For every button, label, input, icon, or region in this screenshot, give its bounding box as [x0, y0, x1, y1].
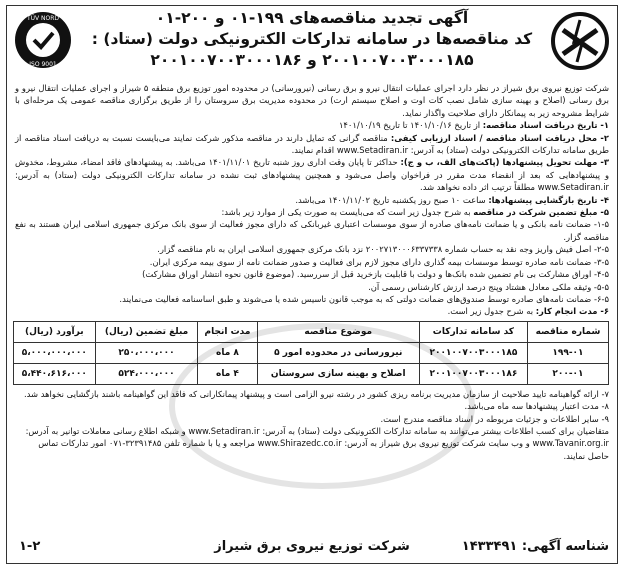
condition-item	[15, 243, 609, 255]
ad-number: شناسه آگهی: ۱۴۳۳۴۹۱	[461, 539, 609, 554]
condition-label: ۴- تاریخ بازگشایی پیشنهادها:	[488, 194, 609, 205]
condition-text: به شرح جدول زیر است.	[447, 306, 536, 317]
table-cell: ۵،۰۰۰،۰۰۰،۰۰۰	[14, 342, 96, 363]
condition-item	[15, 305, 609, 317]
notice-titles	[79, 8, 545, 71]
page-number: ۱-۲	[19, 539, 41, 554]
column-header: مدت انجام	[198, 321, 257, 342]
table-row	[14, 363, 609, 384]
condition-label: ۱- تاریخ دریافت اسناد مناقصه:	[482, 120, 609, 131]
note-item: ۹- سایر اطلاعات و جزئیات مربوطه در اسناد مناقصه مندرج است.	[380, 413, 609, 424]
column-header: برآورد (ریال)	[14, 321, 96, 342]
table-body	[14, 342, 609, 384]
table-cell: اصلاح و بهینه سازی سروستان	[257, 363, 419, 384]
condition-text: ۳-۵- ضمانت نامه صادره توسط موسسات بیمه گذاری دارای مجوز لازم برای فعالیت و صدور ضمانت نامه از سوی بیمه مرکزی ایران.	[149, 256, 609, 267]
tender-codes-heading: کد مناقصه‌ها در سامانه تدارکات الکترونیکی دولت (ستاد) :	[91, 30, 533, 48]
condition-item	[15, 194, 609, 206]
power-company-logo	[549, 10, 611, 72]
condition-item	[15, 132, 609, 157]
column-header: موضوع مناقصه	[257, 321, 419, 342]
column-header: مبلغ تضمین (ریال)	[95, 321, 198, 342]
condition-text: از تاریخ ۱۴۰۱/۱۰/۱۶ تا تاریخ ۱۴۰۱/۱۰/۱۹	[338, 120, 483, 131]
condition-text: ۱-۵- ضمانت نامه بانکی و یا ضمانت نامه‌های صادره از سوی موسسات اعتباری غیربانکی که دارای مجوز فعالیت از سوی بانک مرکزی جمهوری اسلامی ایران هستند به نفع مناقصه گزار.	[15, 219, 609, 242]
company-name: شرکت توزیع نیروی برق شیراز	[214, 539, 410, 554]
condition-label: ۶- مدت انجام کار:	[535, 306, 609, 317]
condition-text: ۴-۵- اوراق مشارکت بی نام تضمین شده بانک‌ها و دولت با قابلیت بازخرید قبل از سررسید. (موضوع قانون نحوه انتشار اوراق مشارکت)	[142, 269, 609, 280]
logo-top-text: TÜV NORD	[26, 15, 60, 22]
condition-item	[15, 293, 609, 305]
condition-text: مناقصه گرانی که تمایل دارند در مناقصه مذکور شرکت نمایند می‌بایست نسبت به دریافت اسناد مناقصه از طریق سامانه تدارکات الکترونیکی دولت (ستاد) به آدرس: www.Setadiran.ir اقدام نمایند.	[15, 132, 609, 156]
condition-text: ۲-۵- اصل فیش واریز وجه نقد به حساب شماره ۲۰۰۲۷۱۳۰۰۰۶۳۳۷۳۳۸ نزد بانک مرکزی جمهوری اسلامی ایران به نام مناقصه گزار.	[157, 244, 609, 255]
intro-paragraph: شرکت توزیع نیروی برق شیراز در نظر دارد اجرای عملیات انتقال نیرو و برق رسانی (نیرورسانی) در محدوده امور توزیع برق منطقه ۵ شیراز و اجرای عملیات انتقال نیرو و برق رسانی (اصلاح و بهینه سازی شامل نصب کات اوت و اصلاح سیستم ارت) در محدوده مدیریت برق سروستان را از طریق برگزاری مناقصه عمومی یک مرحله‌ای با شرایط مشروحه زیر به پیمانکار دارای صلاحیت واگذار نماید.	[15, 83, 609, 118]
conditions-list	[15, 119, 609, 318]
note-item: متقاضیان برای کسب اطلاعات بیشتر می‌توانند به سامانه تدارکات الکترونیکی دولت (ستاد) به آدرس: www.Setadiran.ir و شبکه اطلاع رسانی معاملات توانیر به آدرس: www.Tavanir.org.ir و وب سایت شرکت توزیع نیروی برق شیراز به آدرس: www.Shirazedc.co.ir مراجعه و یا با شماره تلفن ۳۲۳۹۱۴۸۵-۰۷۱ امور تدارکات تماس حاصل نمایند.	[25, 425, 609, 461]
condition-item	[15, 268, 609, 280]
table-cell: نیرورسانی در محدوده امور ۵	[257, 342, 419, 363]
condition-text: حداکثر تا پایان وقت اداری روز شنبه تاریخ ۱۴۰۱/۱۱/۰۱ می‌باشد. به پیشنهادهای فاقد امضاء، مشروط، مخدوش و پیشنهادهایی که بعد از انقضاء مدت مقرر در فراخوان واصل می‌شود و همچنین پیشنهادهای ثبت نشده در سامانه تدارکات الکترونیکی دولت (ستاد) به آدرس: www.Setadiran.ir مطلقاً ترتیب اثر داده نخواهد شد.	[15, 157, 609, 193]
table-cell: ۱۹۹-۰۱	[527, 342, 608, 363]
table-row	[14, 342, 609, 363]
condition-text: ۶-۵- ضمانت نامه‌های صادره توسط صندوق‌های ضمانت دولتی که به موجب قانون تاسیس شده یا می‌شوند و طبق اساسنامه فعالیت می‌نمایند.	[119, 293, 609, 304]
condition-text: به شرح جدول زیر است که می‌بایست به صورت یکی از موارد زیر باشد:	[221, 207, 474, 218]
footer	[15, 539, 609, 559]
condition-label: ۳- مهلت تحویل پیشنهادها (پاکت‌های الف، ب و ج):	[400, 157, 609, 168]
condition-item	[15, 156, 609, 193]
table-cell: ۲۰۰۱۰۰۷۰۰۳۰۰۰۱۸۵	[419, 342, 527, 363]
condition-item	[15, 119, 609, 131]
table-cell: ۲۰۰-۰۱	[527, 363, 608, 384]
tender-codes: ۲۰۰۱۰۰۷۰۰۳۰۰۰۱۸۵ و ۲۰۰۱۰۰۷۰۰۳۰۰۰۱۸۶	[150, 51, 474, 69]
condition-item	[15, 218, 609, 243]
note-item: ۸- مدت اعتبار پیشنهادها سه ماه می‌باشد.	[464, 401, 609, 412]
notice-body	[7, 82, 617, 318]
note-item: ۷- ارائه گواهینامه تایید صلاحیت از سازمان مدیریت برنامه ریزی کشور در رشته نیرو الزامی است و پیشنهاد پیمانکارانی که فاقد این گواهینامه باشند بازگشایی نخواهد شد.	[23, 388, 609, 399]
condition-text: ساعت ۱۰ صبح روز یکشنبه تاریخ ۱۴۰۱/۱۱/۰۲ می‌باشد.	[295, 194, 489, 205]
table-cell: ۵۲۴،۰۰۰،۰۰۰	[95, 363, 198, 384]
tender-table	[13, 321, 609, 385]
notice-title: آگهی تجدید مناقصه‌های ۱۹۹-۰۱ و ۲۰۰-۰۱	[155, 9, 469, 27]
table-cell: ۴ ماه	[198, 363, 257, 384]
tender-notice	[6, 5, 618, 564]
logo-bottom-text: ISO 9001	[29, 61, 57, 68]
table-cell: ۵،۴۴۰،۶۱۶،۰۰۰	[14, 363, 96, 384]
column-header: شماره مناقصه	[527, 321, 608, 342]
column-header: کد سامانه تدارکات	[419, 321, 527, 342]
condition-item	[15, 256, 609, 268]
table-cell: ۲۵۰،۰۰۰،۰۰۰	[95, 342, 198, 363]
table-header-row	[14, 321, 609, 342]
condition-item	[15, 206, 609, 218]
header	[7, 6, 617, 82]
condition-item	[15, 281, 609, 293]
condition-text: ۵-۵- وثیقه ملکی معادل هشتاد وپنج درصد ارزش کارشناس رسمی آن.	[368, 281, 609, 292]
table-cell: ۲۰۰۱۰۰۷۰۰۳۰۰۰۱۸۶	[419, 363, 527, 384]
iso-certification-logo	[13, 10, 73, 70]
condition-label: ۵- مبلغ تضمین شرکت در مناقصه	[473, 207, 609, 218]
condition-label: ۲- محل دریافت اسناد مناقصه / اسناد ارزیابی کیفی:	[390, 132, 609, 143]
notes-list	[7, 385, 617, 462]
table-cell: ۸ ماه	[198, 342, 257, 363]
